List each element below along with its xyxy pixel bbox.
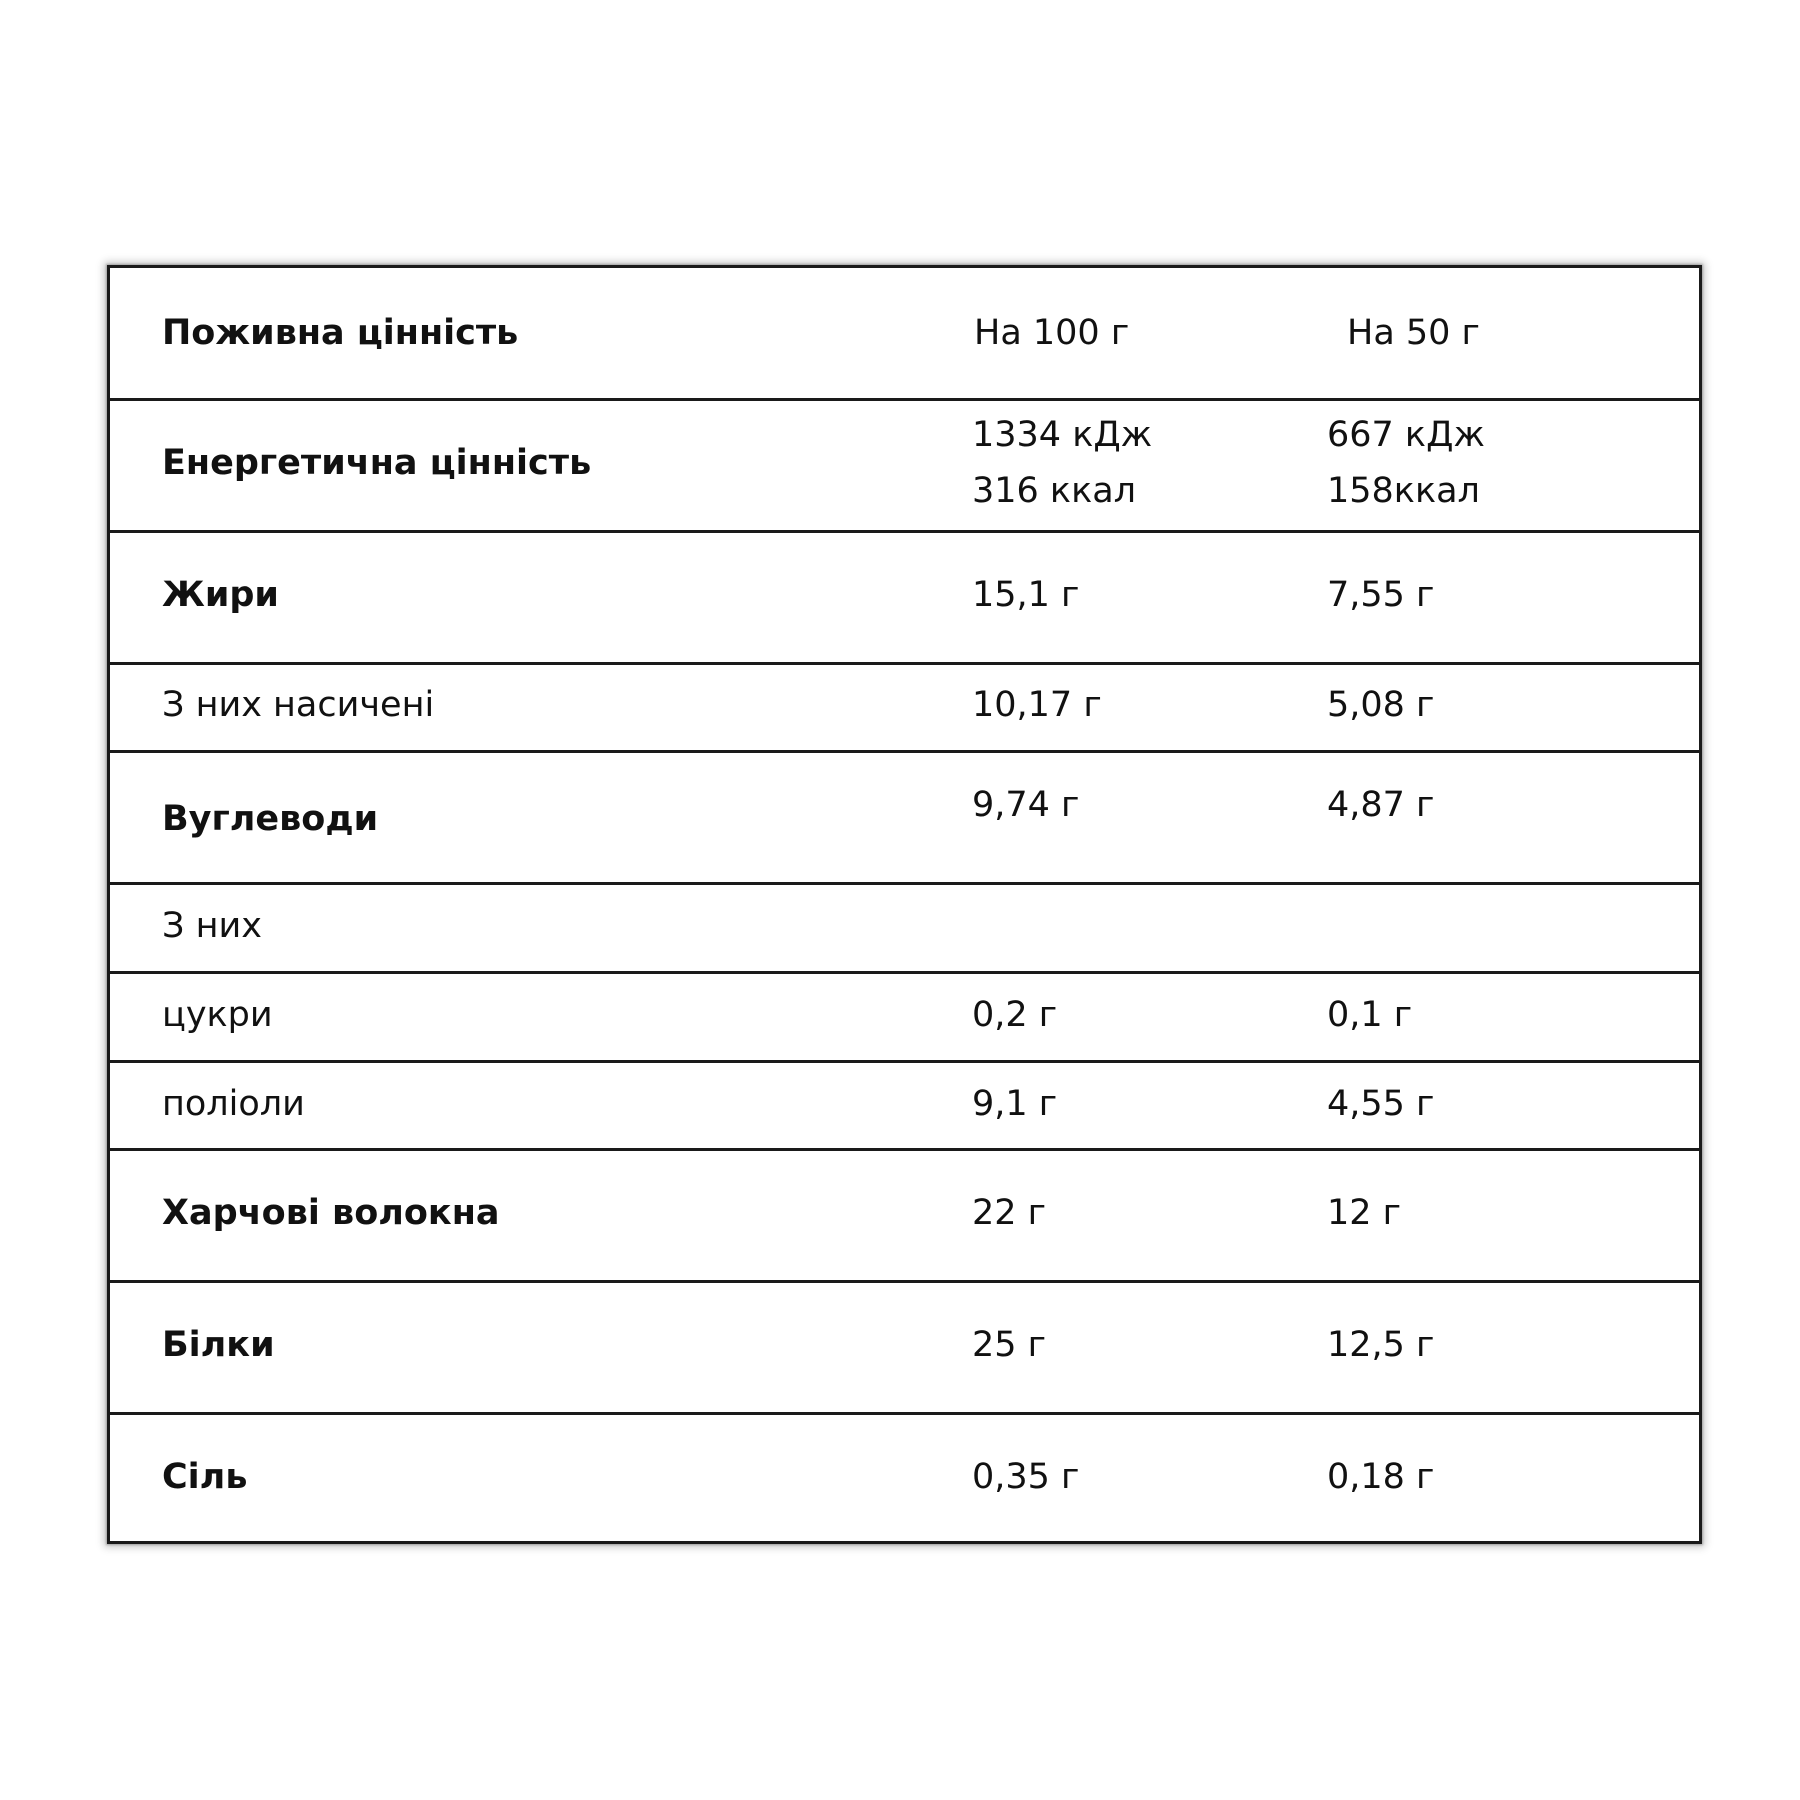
value-per-100g: 25 г — [972, 1325, 1047, 1365]
value-per-50g-kj: 667 кДж — [1327, 415, 1485, 455]
table-row-dietary-fiber — [110, 1148, 1699, 1280]
table-row-proteins — [110, 1280, 1699, 1412]
row-label: Білки — [162, 1325, 275, 1365]
table-row-salt — [110, 1412, 1699, 1541]
header-nutrition-label: Поживна цінність — [162, 313, 519, 353]
table-row-energy — [110, 398, 1699, 530]
row-label: Сіль — [162, 1457, 248, 1497]
table-row-carbohydrates — [110, 750, 1699, 882]
nutrition-table — [107, 265, 1702, 1544]
value-per-100g: 9,1 г — [972, 1084, 1058, 1124]
value-per-50g: 5,08 г — [1327, 685, 1435, 725]
value-per-50g: 0,1 г — [1327, 995, 1413, 1035]
header-per-50g: На 50 г — [1347, 313, 1480, 353]
value-per-50g: 12,5 г — [1327, 1325, 1435, 1365]
value-per-100g: 9,74 г — [972, 785, 1080, 825]
row-label: З них насичені — [162, 685, 435, 725]
row-label: Вуглеводи — [162, 799, 379, 839]
value-per-100g: 0,2 г — [972, 995, 1058, 1035]
row-label: З них — [162, 906, 262, 946]
value-per-50g: 7,55 г — [1327, 575, 1435, 615]
header-per-100g: На 100 г — [974, 313, 1130, 353]
table-header-row — [110, 268, 1699, 398]
value-per-50g: 4,55 г — [1327, 1084, 1435, 1124]
row-label: цукри — [162, 995, 273, 1035]
table-row-fats — [110, 530, 1699, 662]
value-per-100g: 0,35 г — [972, 1457, 1080, 1497]
value-per-100g-kcal: 316 ккал — [972, 471, 1137, 511]
value-per-50g: 4,87 г — [1327, 785, 1435, 825]
value-per-50g: 12 г — [1327, 1193, 1402, 1233]
row-label: Енергетична цінність — [162, 443, 592, 483]
value-per-50g: 0,18 г — [1327, 1457, 1435, 1497]
table-row-sugars — [110, 971, 1699, 1060]
value-per-100g: 22 г — [972, 1193, 1047, 1233]
value-per-50g-kcal: 158ккал — [1327, 471, 1480, 511]
row-label: поліоли — [162, 1084, 305, 1124]
value-per-100g: 15,1 г — [972, 575, 1080, 615]
value-per-100g: 10,17 г — [972, 685, 1102, 725]
table-row-polyols — [110, 1060, 1699, 1148]
value-per-100g-kj: 1334 кДж — [972, 415, 1153, 455]
table-row-saturated — [110, 662, 1699, 750]
table-row-of-which — [110, 882, 1699, 971]
row-label: Харчові волокна — [162, 1193, 500, 1233]
row-label: Жири — [162, 575, 279, 615]
